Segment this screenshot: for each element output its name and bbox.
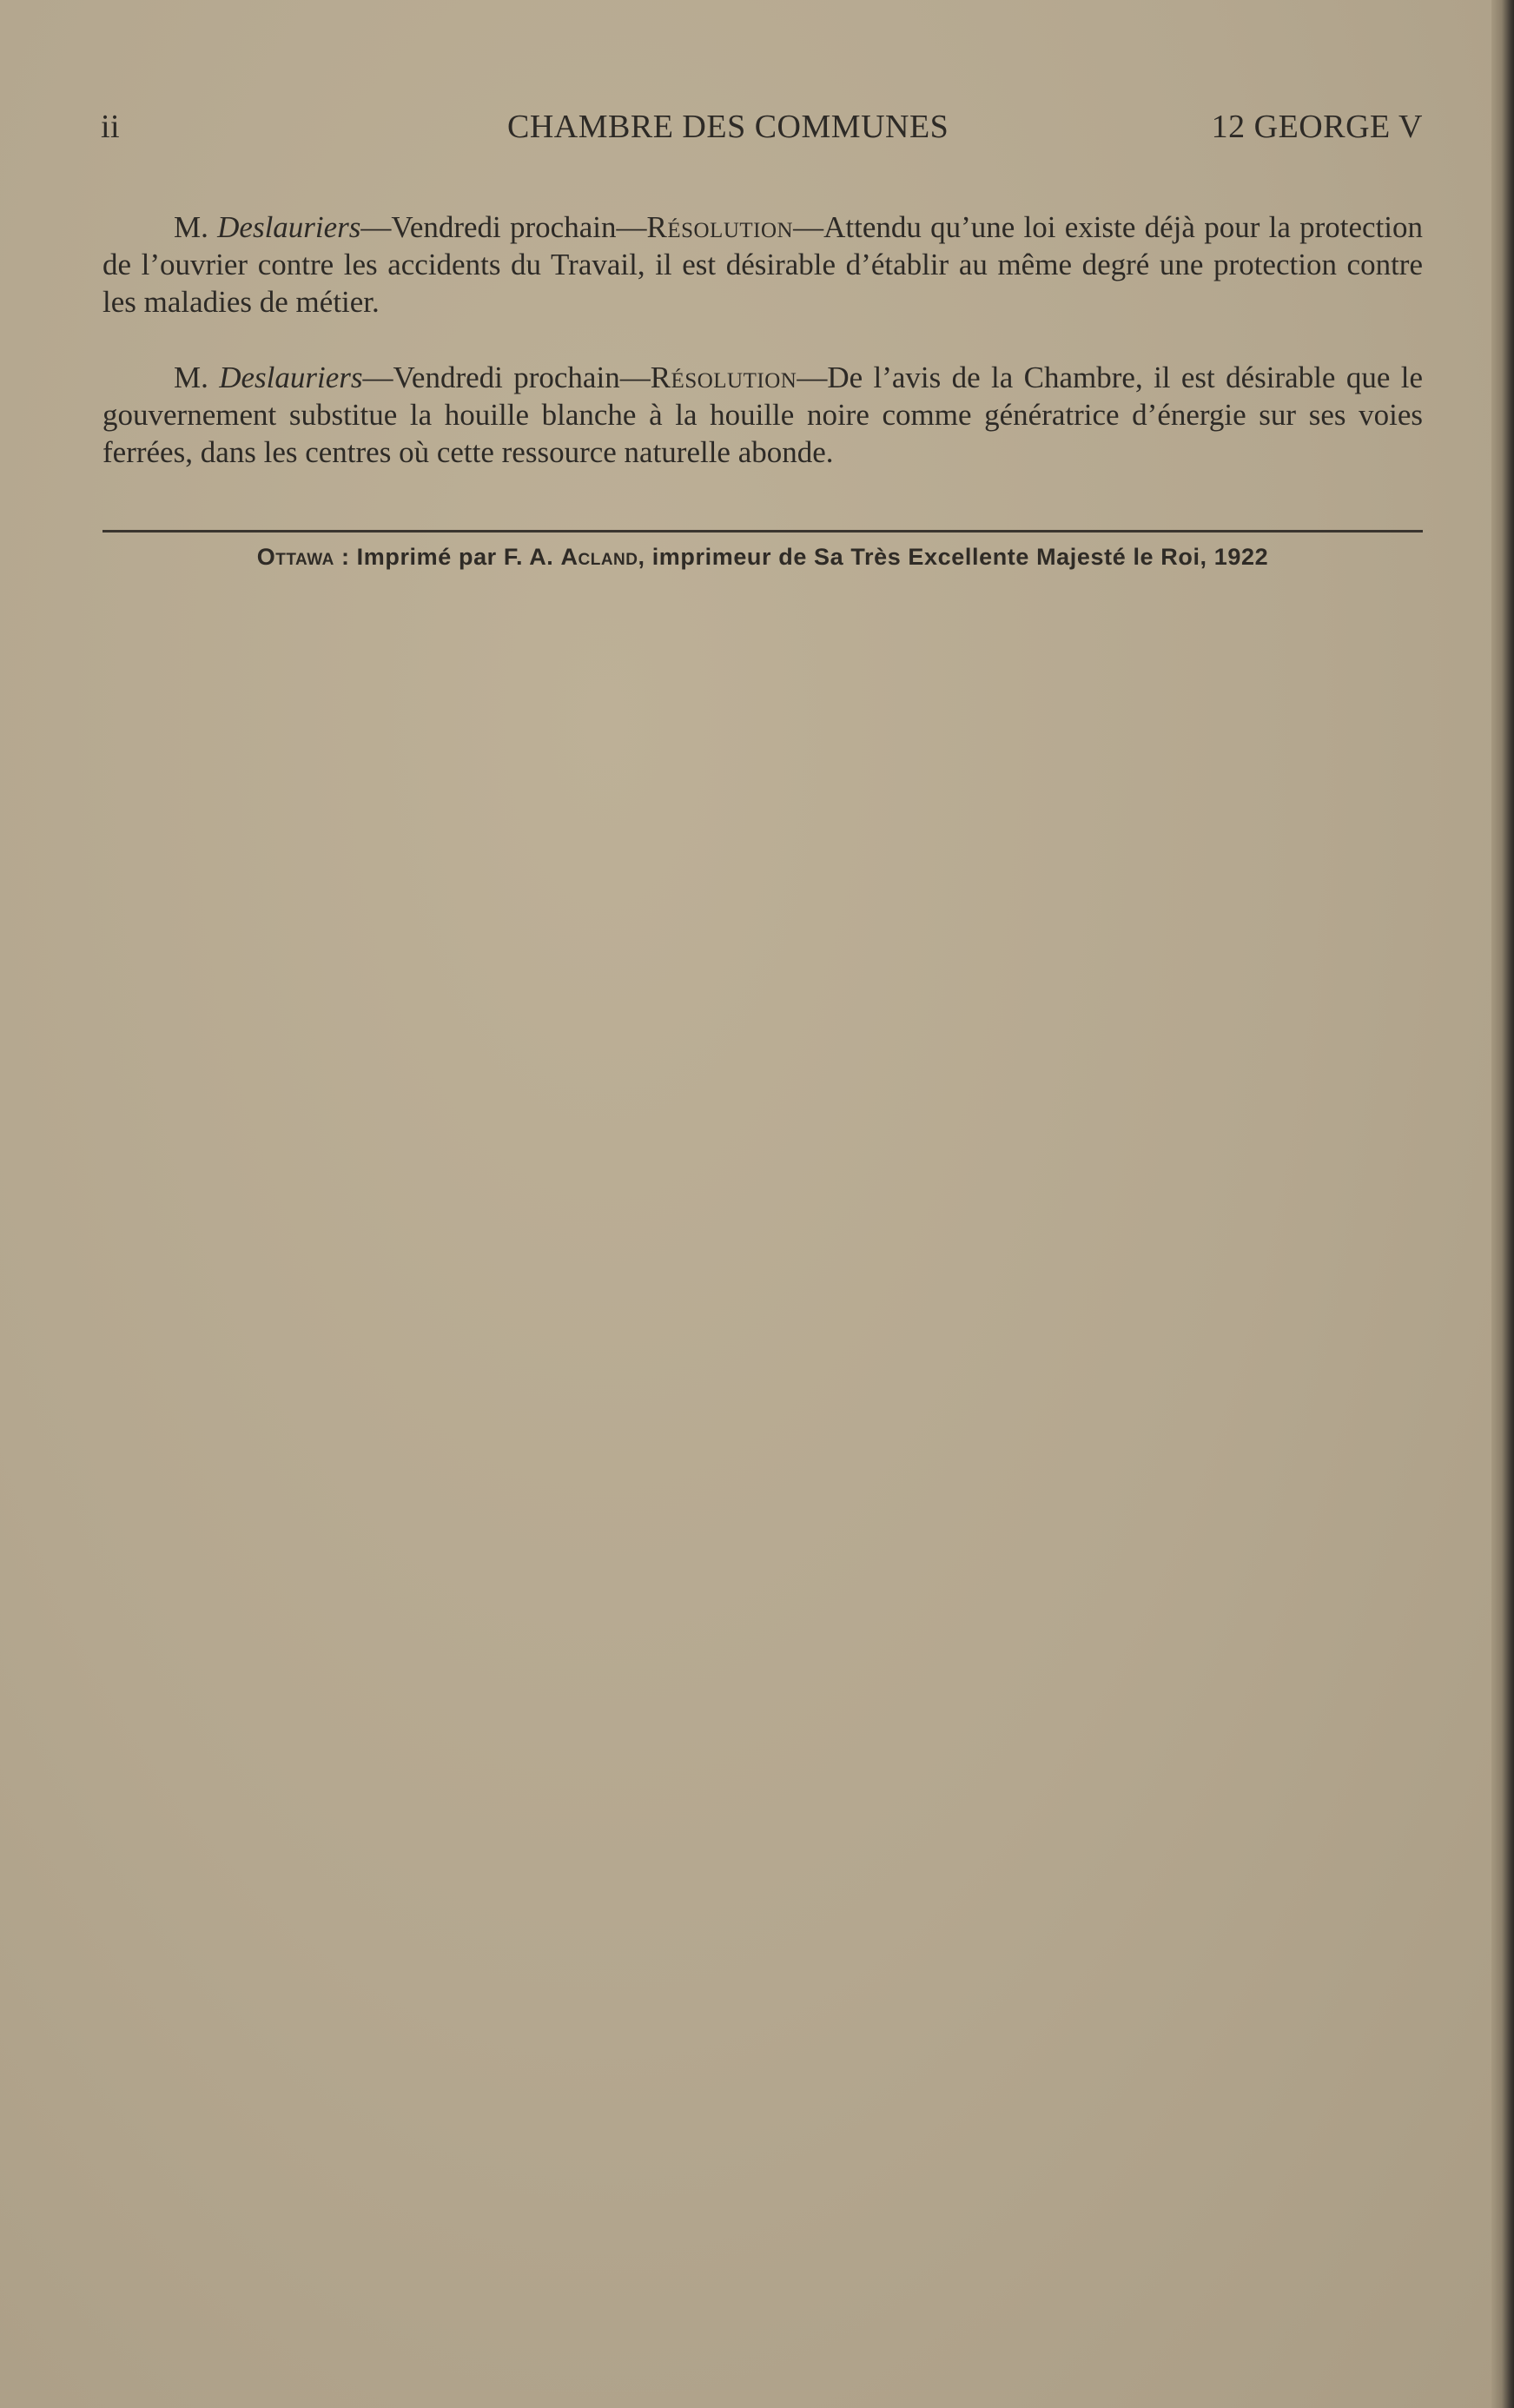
imprint-sep: : Imprimé par F. A. [334, 544, 561, 570]
regnal-year: 12 GEORGE V [1211, 109, 1423, 145]
notice-date: —Vendredi prochain— [360, 210, 647, 244]
printer-imprint [102, 544, 1423, 571]
notice-kind: Résolution [650, 361, 797, 394]
resolution-paragraph-1 [102, 208, 1423, 321]
resolution-text: —Attendu qu’une loi existe déjà pour la protection de l’ouvrier contre les accidents du Travail, il est désirable d’établir au même degré une protection contre les maladies de métier. [102, 210, 1424, 319]
running-title: CHAMBRE DES COMMUNES [507, 109, 949, 145]
speaker-name: Deslauriers [219, 361, 363, 394]
speaker-title: M. [174, 361, 208, 394]
notice-body [102, 208, 1423, 509]
page-edge-shadow [1491, 0, 1514, 2408]
horizontal-rule [102, 530, 1423, 533]
page-number: ii [101, 109, 121, 145]
imprint-city: Ottawa [256, 544, 334, 570]
speaker-name: Deslauriers [217, 210, 361, 244]
running-header [101, 108, 1423, 153]
imprint-printer: Acland [560, 544, 638, 570]
notice-kind: Résolution [646, 210, 794, 244]
resolution-text: —De l’avis de la Chambre, il est désirable que le gouvernement substitue la houille blanche à la houille noire comme génératrice d’énergie sur ses voies ferrées, dans les centres où cette ressource naturelle abonde. [102, 361, 1424, 469]
resolution-paragraph-2 [102, 359, 1423, 471]
imprint-rest: , imprimeur de Sa Très Excellente Majesté le Roi, 1922 [638, 544, 1269, 570]
speaker-title: M. [174, 210, 208, 244]
notice-date: —Vendredi prochain— [362, 361, 651, 394]
